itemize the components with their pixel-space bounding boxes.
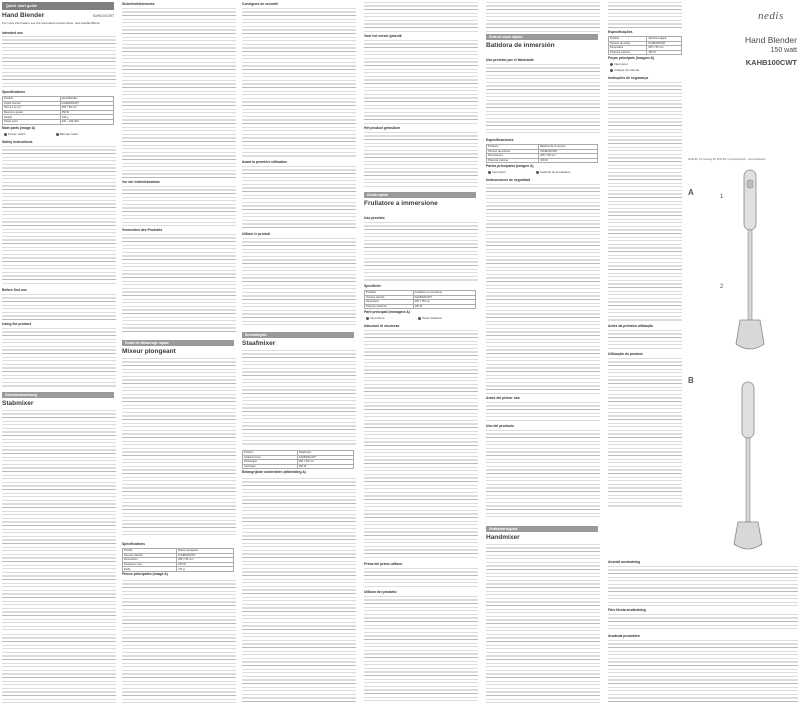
section-heading: Prima del primo utilizzo [364,562,403,566]
part-item [418,316,442,320]
svg-text:2: 2 [720,284,724,290]
spec-key: Produto [609,37,647,42]
spec-key: Dimensioni [365,300,414,305]
section-product-title: Batidora de inmersión [486,42,555,49]
spec-key: Vermogen [243,464,298,469]
section-heading: Especificações [608,30,633,34]
spec-key: Dimensões [609,46,647,51]
spec-value: KAHB100CWT [647,41,682,46]
section-heading: Utilização do produto [608,352,643,356]
spec-value: KAHB100CWT [60,101,113,106]
section-heading: Safety instructions [2,140,33,144]
spec-key: Número de artigo [609,41,647,46]
section-heading: Voor het eerste gebruik [364,34,402,38]
part-label: Cabeça da varinha [614,68,640,72]
product-title: Hand Blender [2,12,45,19]
number-1-icon [610,63,613,66]
section-heading: Avant la première utilisation [242,160,288,164]
spec-value: KAHB100CWT [177,553,234,558]
spec-value: Staafmixer [297,451,353,456]
spec-key: Afmetingen [243,460,298,465]
section-heading: Het product gebruiken [364,126,401,130]
table-row [3,119,114,124]
spec-value: 150 W [647,50,682,55]
language-section-bar: Gebruiksanweisung [2,392,114,398]
section-heading: Före första användning [608,608,646,612]
number-2-icon [56,133,59,136]
part-item [536,170,570,174]
spec-key: Product [3,97,61,102]
paragraph-lines [2,410,116,630]
spec-value: 150 W [60,110,113,115]
section-heading: Belangrijkste onderdelen (afbeelding A) [242,470,306,474]
spec-value: 265 × 55 mm [297,460,353,465]
spec-key: Prodotto [365,291,414,296]
part-label: Interruptor [614,62,628,66]
spec-value: Varinha mágica [647,37,682,42]
section-heading: Antes del primer uso [486,396,520,400]
language-section-bar: Guide de démarrage rapide [122,340,234,346]
section-product-title: Staafmixer [242,340,276,347]
section-heading: Utiliser le produit [242,232,270,236]
spec-key: Producto [487,145,539,150]
spec-key: Numéro d'article [123,553,177,558]
spec-key: Potenza massima [365,304,414,309]
section-heading: Vor der Inbetriebnahme [122,180,160,184]
part-item [366,316,385,320]
number-2-icon [418,317,421,320]
number-1-icon [366,317,369,320]
paragraph-lines [2,634,116,704]
paragraph-lines [2,146,116,286]
section-heading: Uso previsto por el fabricante [486,58,534,62]
section-heading: Instrucciones de seguridad [486,178,531,182]
part-item [610,62,628,66]
spec-key: Product [243,451,298,456]
spec-value: 150 W [297,464,353,469]
section-heading: Parti principali (immagine A) [364,310,410,314]
paragraph-lines [2,36,116,88]
spec-table [242,450,354,469]
paragraph-lines [364,2,478,32]
svg-text:1: 1 [720,194,724,200]
spec-table [608,36,682,55]
spec-value: 150 W [177,562,234,567]
paragraph-lines [364,40,478,124]
table-row [487,158,598,163]
spec-key: Size (l x w x h) [3,106,61,111]
hand-blender-illustration-b [728,378,768,558]
section-heading: Before first use [2,288,27,292]
paragraph-lines [608,358,682,508]
section-product-title: Handmixer [486,534,520,541]
section-heading: Utilizzo del prodotto [364,590,397,594]
section-heading: Uso del producto [486,424,514,428]
spec-key: Puissance max. [123,562,177,567]
part-label: Blender head [60,132,78,136]
section-heading: Sicherheitshinweise [122,2,155,6]
spec-value: Mixeur plongeant [177,549,234,554]
spec-value: 150 W [413,304,475,309]
spec-key: Dimensions [123,558,177,563]
section-product-title: Mixeur plongeant [122,348,176,355]
section-heading: Använda produkten [608,634,640,638]
product-ref: KAHB100CWT [92,14,114,18]
section-heading: Verwenden des Produkts [122,228,163,232]
spec-value: 265 × 55 mm [647,46,682,51]
number-2-icon [536,171,539,174]
part-item [4,132,26,136]
spec-value: Hand Blender [60,97,113,102]
table-row [365,304,476,309]
manufacturer-address: Nedis BV, De Tweeling 28, 5215 MC 's-Hertogenbosch – the Netherlands [688,158,766,161]
section-heading: Peças principais (imagem A) [608,56,655,60]
paragraph-lines [242,8,356,158]
section-heading: Uso previsto [364,216,385,220]
paragraph-lines [486,2,600,32]
paragraph-lines [486,402,600,422]
column-fr [240,0,360,709]
language-section-bar: Guía de inicio rápido [486,34,598,40]
paragraph-lines [122,358,236,538]
section-heading: Especificaciones [486,138,514,142]
number-1-icon [488,171,491,174]
part-item [56,132,78,136]
paragraph-lines [364,330,478,560]
paragraph-lines [486,430,600,520]
paragraph-lines [364,568,478,588]
spec-key: Potencia máxima [487,158,539,163]
paragraph-lines [122,580,236,704]
table-row [609,50,682,55]
spec-value: Frullatore a immersione [413,291,475,296]
spec-table [122,548,234,572]
column-de [120,0,238,709]
paragraph-lines [364,222,478,282]
table-row [123,567,234,572]
part-item [610,68,639,72]
column-pt-cover [606,0,802,709]
spec-value: 265 × 55 mm [60,106,113,111]
paragraph-lines [2,294,116,320]
cover-product-model: KAHB100CWT [745,58,797,67]
section-product-title: Frullatore a immersione [364,200,438,207]
language-section-bar: Snelstartgids [242,332,354,338]
spec-key: Weight [3,115,61,120]
spec-value: 720 g [60,115,113,120]
paragraph-lines [608,566,798,606]
language-section-bar: Guida rapida [364,192,476,198]
column-en [0,0,118,709]
paragraph-lines [608,614,798,632]
online-manual-notice: For more information see the extended manual online: ned.is/kahb100cwt [2,21,100,25]
paragraph-lines [242,350,356,446]
section-product-title: Stabmixer [2,400,34,407]
spec-value: 220 – 240 VAC [60,119,113,124]
paragraph-lines [242,166,356,230]
paragraph-lines [122,186,236,226]
spec-value: KAHB100CWT [539,149,598,154]
figure-a-label: A [688,188,694,197]
section-heading: Using the product [2,322,32,326]
section-heading: Pièces principales (image A) [122,572,168,576]
spec-key: Dimensiones [487,154,539,159]
cover-product-name: Hand Blender [745,35,797,45]
spec-key: Maximum power [3,110,61,115]
number-2-icon [610,69,613,72]
paragraph-lines [122,8,236,178]
paragraph-lines [608,2,682,28]
column-nl-it [362,0,482,709]
hand-blender-illustration-a [720,168,770,358]
column-es [484,0,604,709]
spec-value: Batidora de inmersión [539,145,598,150]
section-heading: Antes da primeira utilização [608,324,654,328]
cover-product-power: 150 watt [770,47,797,54]
part-item [488,170,506,174]
spec-value: 150 W [539,158,598,163]
spec-table [364,290,476,309]
spec-key: Produit [123,549,177,554]
paragraph-lines [242,238,356,326]
paragraph-lines [364,596,478,704]
brand-logo: nedis [758,10,784,22]
paragraph-lines [122,234,236,334]
part-label: Testa frullatrice [422,316,443,320]
section-heading: Intended use [2,31,23,35]
section-heading: Specifications [2,90,25,94]
paragraph-lines [608,82,682,322]
paragraph-lines [608,640,798,704]
spec-key: Número de artículo [487,149,539,154]
language-section-bar: Snabbstartsguide [486,526,598,532]
paragraph-lines [486,184,600,394]
part-label: Power switch [8,132,26,136]
spec-value: KAHB100CWT [413,295,475,300]
part-label: Cabezal de la batidora [540,170,571,174]
part-label: Interruptor [492,170,506,174]
spec-table [486,144,598,163]
spec-key: Power input [3,119,61,124]
paragraph-lines [242,478,356,704]
section-heading: Partes principales (imagen A) [486,164,534,168]
paragraph-lines [486,64,600,136]
paragraph-lines [608,330,682,350]
spec-key: Article number [3,101,61,106]
paragraph-lines [2,328,116,388]
spec-value: 265 × 55 mm [177,558,234,563]
section-heading: Avsedd användning [608,560,641,564]
paragraph-lines [486,544,600,704]
spec-value: 265 × 55 mm [413,300,475,305]
spec-key: Potência máxima [609,50,647,55]
table-row [243,464,354,469]
spec-table [2,96,114,125]
figure-b-label: B [688,376,694,385]
section-heading: Instruções de segurança [608,76,648,80]
spec-value: 265 × 55 mm [539,154,598,159]
part-label: Interruttore [370,316,385,320]
spec-key: Artikelnummer [243,455,298,460]
quick-guide-tag: Quick start guide [2,2,114,10]
spec-key: Numero articolo [365,295,414,300]
paragraph-lines [364,132,478,188]
spec-value: KAHB100CWT [297,455,353,460]
section-heading: Consignes de sécurité [242,2,279,6]
spec-value: 720 g [177,567,234,572]
section-heading: Istruzioni di sicurezza [364,324,400,328]
section-heading: Specifiche [364,284,381,288]
section-heading: Main parts (image A) [2,126,36,130]
number-1-icon [4,133,7,136]
section-heading: Spécifications [122,542,145,546]
spec-key: Poids [123,567,177,572]
